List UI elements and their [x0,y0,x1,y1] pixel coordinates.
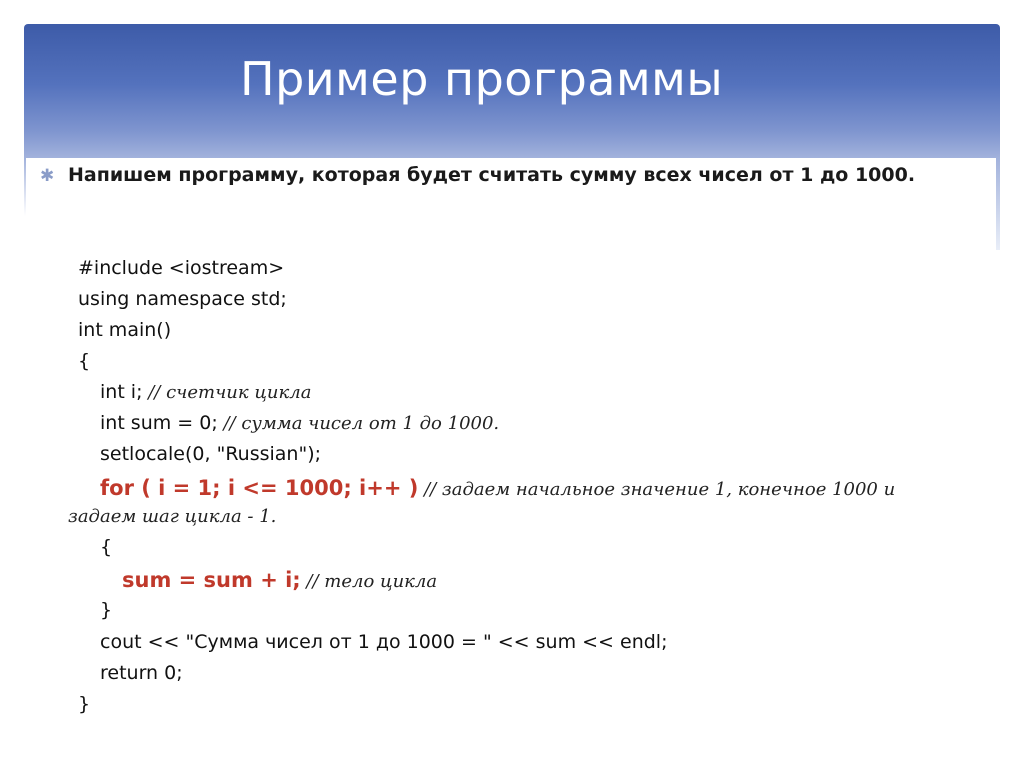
code-line-close-brace: } [78,693,91,715]
right-accent-bar [996,158,1000,250]
code-line-open-brace: { [78,350,91,372]
code-line-int-sum [100,408,499,438]
code-for-loop: for ( i = 1; i <= 1000; i++ ) [100,476,419,500]
code-line-int-i [100,377,311,407]
left-accent-bar [24,158,26,216]
bullet-icon: ✱ [40,166,55,185]
code-line-for-comment-cont [68,501,276,531]
code-sum-statement: sum = sum + i; [122,568,301,592]
slide-title: Пример программы [240,52,724,106]
code-line-cout: cout << "Сумма чисел от 1 до 1000 = " << sum << endl; [100,631,668,653]
code-line-inner-open-brace: { [100,536,113,558]
code-line-inner-close-brace: } [100,599,113,621]
code-line-return: return 0; [100,662,183,684]
bullet-text: Напишем программу, которая будет считать сумму всех чисел от 1 до 1000. [68,164,916,186]
comment-sum: // сумма чисел от 1 до 1000. [217,413,500,434]
comment-for-loop: // задаем начальное значение 1, конечное 1000 и [418,479,896,500]
comment-loop-counter: // счетчик цикла [142,382,312,403]
code-line-for [100,473,895,503]
code-int-i: int i; [100,381,143,403]
code-int-sum: int sum = 0; [100,412,218,434]
code-line-namespace: using namespace std; [78,288,287,310]
comment-for-loop-continued: задаем шаг цикла - 1. [68,506,277,527]
code-line-sum [122,565,437,595]
code-line-main: int main() [78,319,172,341]
comment-loop-body: // тело цикла [300,571,438,592]
code-line-include: #include <iostream> [78,257,285,279]
code-line-setlocale: setlocale(0, "Russian"); [100,443,322,465]
